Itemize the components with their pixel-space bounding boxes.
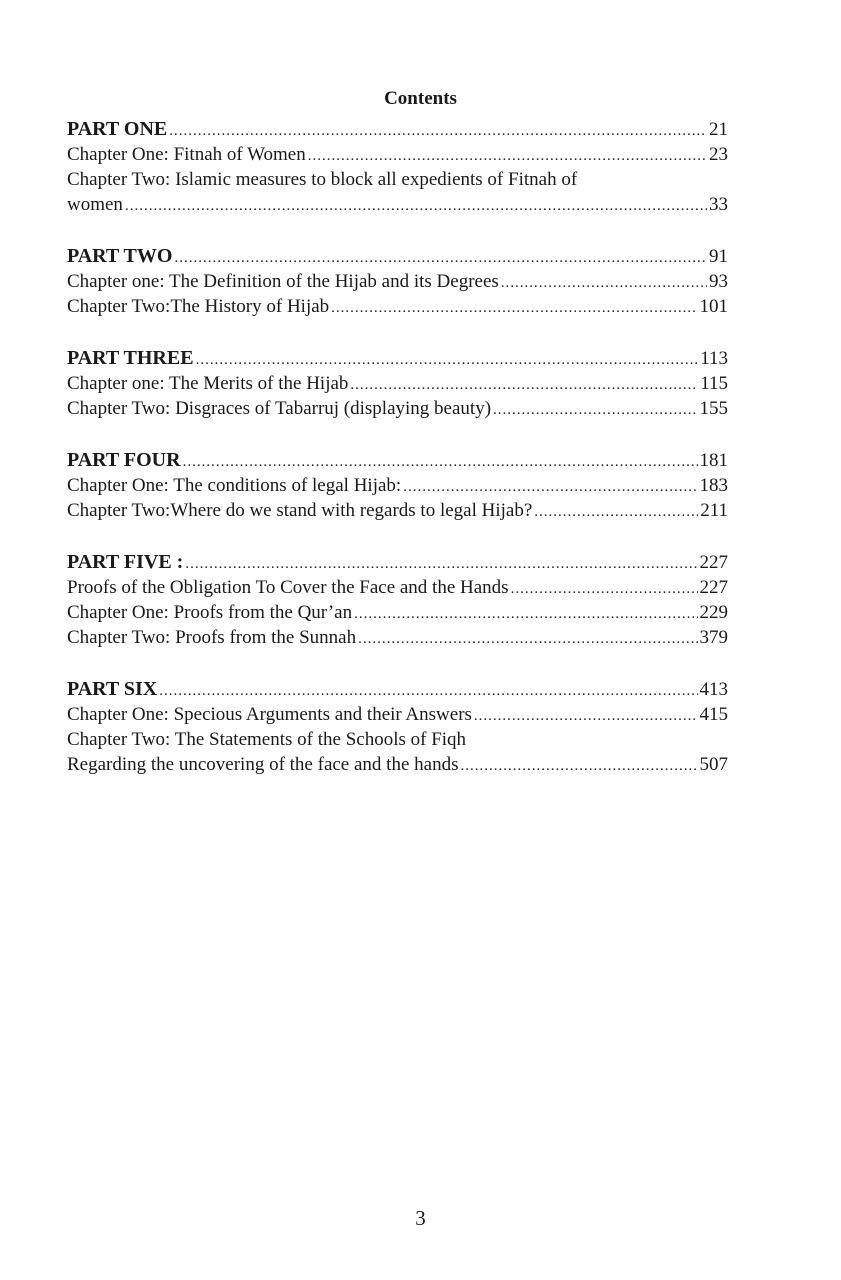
- page-ref: 413: [699, 679, 728, 700]
- dot-leader: [350, 373, 698, 398]
- entry-title: Chapter Two: Proofs from the Sunnah: [67, 627, 357, 648]
- toc-entry-continuation: [67, 192, 728, 217]
- entry-title: Chapter Two: Islamic measures to block all expedients of Fitnah of: [67, 169, 578, 190]
- dot-leader: [169, 119, 707, 144]
- table-of-contents: [67, 117, 728, 777]
- entry-title: Regarding the uncovering of the face and the hands: [67, 754, 459, 775]
- page-ref: 507: [699, 754, 728, 775]
- toc-section-part-one: [67, 117, 728, 217]
- entry-title: Chapter one: The Definition of the Hijab and its Degrees: [67, 271, 499, 292]
- entry-title: Chapter One: The conditions of legal Hijab:: [67, 475, 402, 496]
- page-ref: 155: [699, 398, 728, 419]
- page-ref: 183: [699, 475, 728, 496]
- entry-title: Chapter Two: Disgraces of Tabarruj (displaying beauty): [67, 398, 492, 419]
- part-label: PART ONE: [67, 118, 168, 140]
- toc-entry: [67, 727, 728, 752]
- page-ref: 379: [699, 627, 728, 648]
- toc-entry: [67, 142, 728, 167]
- toc-section-part-two: [67, 244, 728, 319]
- dot-leader: [474, 704, 698, 729]
- entry-title: Chapter one: The Merits of the Hijab: [67, 373, 349, 394]
- entry-title: Proofs of the Obligation To Cover the Face and the Hands: [67, 577, 509, 598]
- toc-section-part-five: [67, 550, 728, 650]
- page-ref: 211: [700, 500, 728, 521]
- entry-title: Chapter One: Fitnah of Women: [67, 144, 306, 165]
- dot-leader: [125, 194, 707, 219]
- toc-entry: [67, 396, 728, 421]
- part-label: PART SIX: [67, 678, 158, 700]
- page-ref: 101: [699, 296, 728, 317]
- dot-leader: [501, 271, 707, 296]
- toc-entry-continuation: [67, 752, 728, 777]
- toc-part-heading: [67, 117, 728, 142]
- entry-title: Chapter Two:The History of Hijab: [67, 296, 330, 317]
- toc-section-part-three: [67, 346, 728, 421]
- dot-leader: [159, 679, 697, 704]
- toc-entry: [67, 702, 728, 727]
- toc-entry: [67, 625, 728, 650]
- part-label: PART FIVE :: [67, 551, 184, 573]
- toc-part-heading: [67, 346, 728, 371]
- toc-part-heading: [67, 550, 728, 575]
- dot-leader: [511, 577, 698, 602]
- dot-leader: [185, 552, 697, 577]
- toc-section-part-six: [67, 677, 728, 777]
- page-ref: 115: [700, 373, 728, 394]
- entry-title: Chapter One: Specious Arguments and their Answers: [67, 704, 472, 725]
- page-ref: 181: [699, 450, 728, 471]
- entry-title: Chapter Two: The Statements of the Schools of Fiqh: [67, 729, 467, 750]
- entry-title: women: [67, 194, 123, 215]
- toc-part-heading: [67, 244, 728, 269]
- dot-leader: [183, 450, 698, 475]
- page-number: 3: [415, 1206, 426, 1230]
- toc-entry: [67, 371, 728, 396]
- toc-entry: [67, 600, 728, 625]
- dot-leader: [196, 348, 699, 373]
- toc-entry: [67, 498, 728, 523]
- dot-leader: [403, 475, 697, 500]
- dot-leader: [534, 500, 698, 525]
- page-ref: 21: [709, 119, 728, 140]
- toc-part-heading: [67, 448, 728, 473]
- page-ref: 227: [699, 577, 728, 598]
- toc-entry: [67, 575, 728, 600]
- page-ref: 93: [709, 271, 728, 292]
- page-ref: 229: [699, 602, 728, 623]
- entry-title: Chapter Two:Where do we stand with regards to legal Hijab?: [67, 500, 533, 521]
- section-spacer: [67, 319, 728, 346]
- dot-leader: [460, 754, 697, 779]
- section-spacer: [67, 650, 728, 677]
- dot-leader: [358, 627, 697, 652]
- dot-leader: [331, 296, 697, 321]
- entry-title: Chapter One: Proofs from the Qur’an: [67, 602, 353, 623]
- part-label: PART FOUR: [67, 449, 181, 471]
- part-label: PART THREE: [67, 347, 194, 369]
- section-spacer: [67, 421, 728, 448]
- page-ref: 91: [709, 246, 728, 267]
- dot-leader: [174, 246, 707, 271]
- part-label: PART TWO: [67, 245, 173, 267]
- toc-entry: [67, 294, 728, 319]
- section-spacer: [67, 523, 728, 550]
- toc-entry: [67, 167, 728, 192]
- page-ref: 227: [699, 552, 728, 573]
- page-ref: 33: [709, 194, 728, 215]
- toc-entry: [67, 473, 728, 498]
- toc-part-heading: [67, 677, 728, 702]
- page-ref: 23: [709, 144, 728, 165]
- toc-entry: [67, 269, 728, 294]
- dot-leader: [493, 398, 697, 423]
- page-ref: 415: [699, 704, 728, 725]
- toc-section-part-four: [67, 448, 728, 523]
- section-spacer: [67, 217, 728, 244]
- page-ref: 113: [700, 348, 728, 369]
- page-title: Contents: [384, 88, 457, 109]
- dot-leader: [354, 602, 697, 627]
- dot-leader: [308, 144, 707, 169]
